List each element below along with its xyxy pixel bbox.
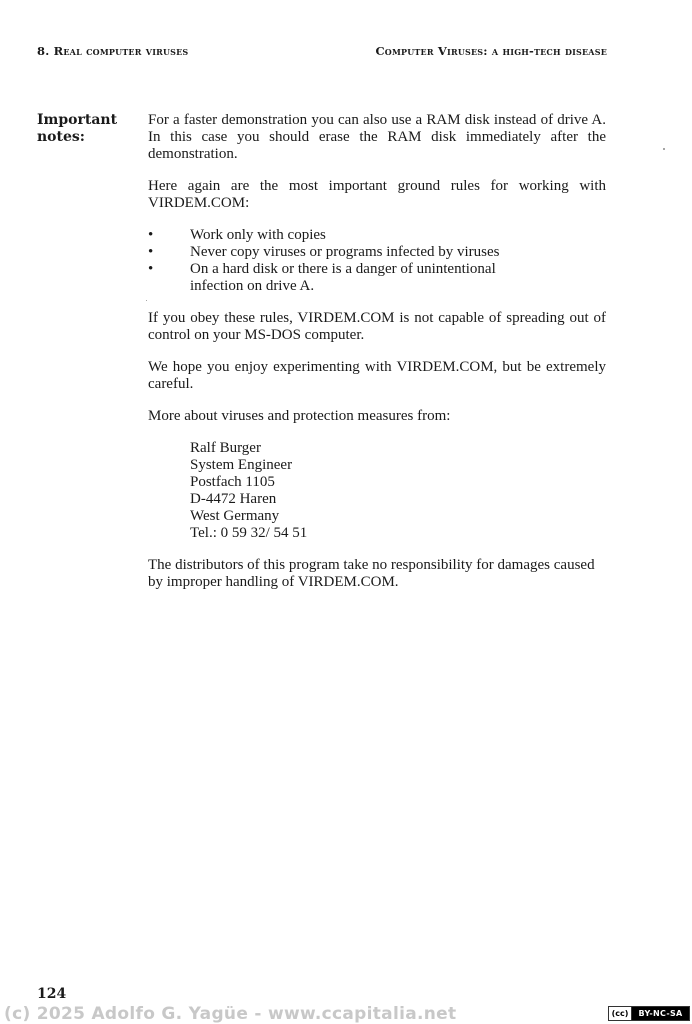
address-line: System Engineer [190,457,293,473]
side-heading-line-1: Important [37,112,118,128]
body-text [148,112,606,606]
paper-speck [146,300,147,301]
footer-watermark-band [0,1003,692,1024]
list-item [148,261,510,295]
paragraph-ground-rules: Here again are the most important ground rules for working with VIRDEM.COM: [148,178,606,211]
side-heading-line-2: notes: [37,129,85,145]
cc-license-badge [608,1006,690,1021]
address-line: D-4472 Haren [190,491,277,507]
contact-address [190,440,606,542]
list-item [148,227,510,244]
address-line: Ralf Burger [190,440,261,456]
paragraph-obey-rules: If you obey these rules, VIRDEM.COM is not capable of spreading out of control on your MS-DOS computer. [148,310,606,343]
list-item [148,244,510,261]
license-terms: BY-NC-SA [632,1007,689,1020]
list-item-text: Work only with copies [190,227,326,243]
rules-list [148,227,606,295]
address-line: Postfach 1105 [190,474,275,490]
running-header [37,44,607,64]
list-item-text: Never copy viruses or programs infected by viruses [190,244,500,260]
bullet-icon: • [148,244,154,260]
list-item-text: On a hard disk or there is a danger of unintentional infection on drive A. [190,261,496,294]
chapter-title: 8. Real computer viruses [37,44,189,58]
paragraph-more-about: More about viruses and protection measures from: [148,408,451,424]
paragraph-ram-disk: For a faster demonstration you can also use a RAM disk instead of drive A. In this case you should erase the RAM disk immediately after the demonstration. [148,112,606,162]
address-line: Tel.: 0 59 32/ 54 51 [190,525,308,541]
page-number: 124 [37,986,67,1002]
paragraph-enjoy: We hope you enjoy experimenting with VIRDEM.COM, but be extremely careful. [148,359,606,392]
paper-speck [663,148,665,150]
creative-commons-icon: (cc) [609,1007,632,1020]
paragraph-disclaimer: The distributors of this program take no responsibility for damages caused by improper handling of VIRDEM.COM. [148,557,595,590]
copyright-watermark: (c) 2025 Adolfo G. Yagüe - www.ccapitalia.net [4,1004,457,1024]
side-heading [37,112,137,146]
book-title: Computer Viruses: a high-tech disease [375,44,607,58]
address-line: West Germany [190,508,280,524]
bullet-icon: • [148,227,154,243]
bullet-icon: • [148,261,154,277]
